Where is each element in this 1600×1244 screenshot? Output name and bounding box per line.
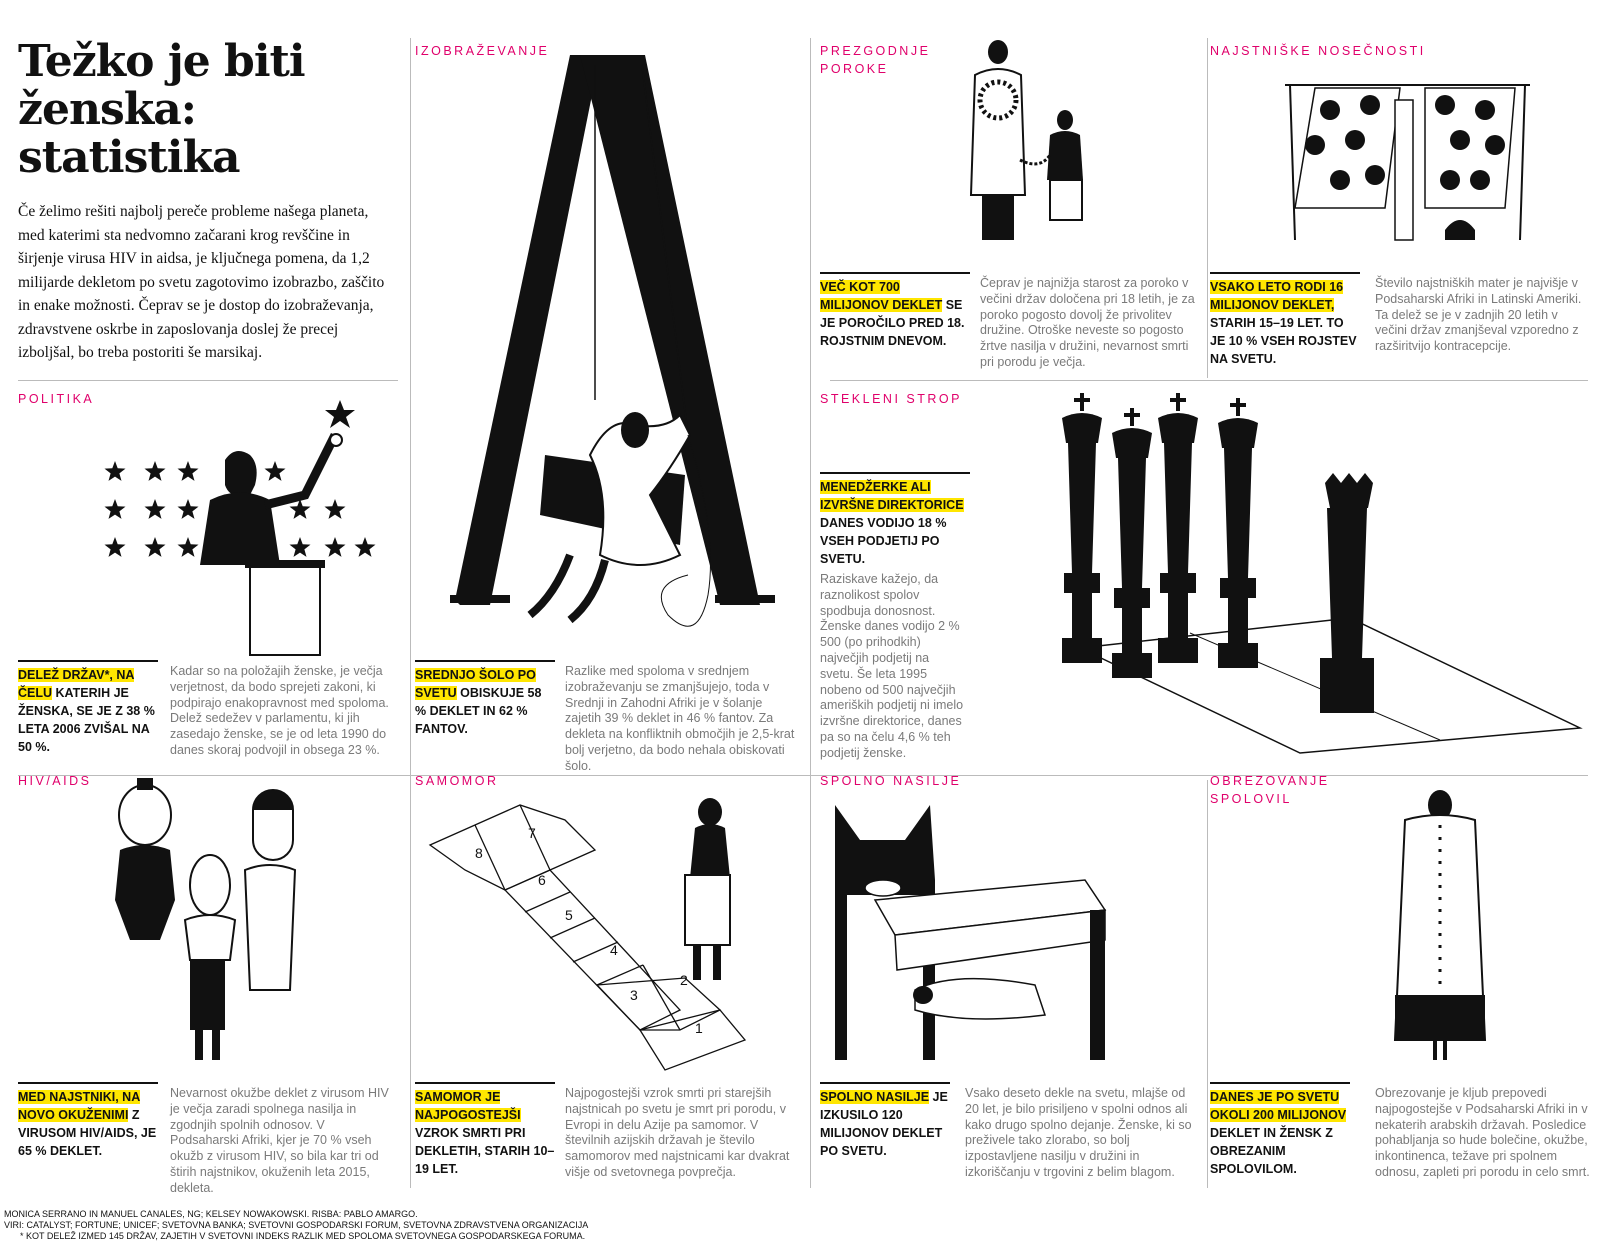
section-label-hiv: HIV/AIDS bbox=[18, 774, 92, 788]
chess-king-icon bbox=[1218, 398, 1258, 668]
divider bbox=[1207, 780, 1208, 1188]
dot bbox=[1475, 100, 1495, 120]
hopscotch-4: 4 bbox=[610, 942, 618, 958]
swing-illustration bbox=[430, 55, 800, 615]
dot bbox=[1345, 130, 1365, 150]
fact-poroke: VEČ KOT 700 MILIJONOV DEKLET SE JE POROČILO PRED 18. ROJSTNIM DNEVOM. bbox=[820, 272, 970, 350]
star-icon bbox=[145, 499, 166, 519]
section-label-strop: STEKLENI STROP bbox=[820, 392, 962, 406]
divider bbox=[810, 38, 811, 1188]
star-icon bbox=[178, 461, 199, 481]
dot bbox=[1320, 100, 1340, 120]
section-label-obrezovanje: OBREZOVANJE SPOLOVIL bbox=[1210, 774, 1330, 806]
dot bbox=[1305, 135, 1325, 155]
hopscotch-1: 1 bbox=[695, 1020, 703, 1036]
hopscotch-5: 5 bbox=[565, 907, 573, 923]
hopscotch-6: 6 bbox=[538, 872, 546, 888]
body-strop: Raziskave kažejo, da raznolikost spolov spodbuja donosnost. Ženske danes vodijo 2 % 500 (po prihodkih) največjih podjetij na svetu. Še leta 1995 nobeno od 500 največjih ameriških podjetij ni imelo izvršne direktorice, danes pa so na čelu 4,6 % teh podjetij ženske. bbox=[820, 572, 964, 760]
body-obrezovanje: Obrezovanje je kljub prepovedi najpogostejše v Podsaharski Afriki in v nekaterih arabskih državah. Posledice pohabljanja so hude bolečine, okužbe, inkontinenca, težave pri spolnem odnosu, zapleti pri porodu in celo smrt. bbox=[1375, 1086, 1590, 1179]
section-label-poroke: PREZGODNJE POROKE bbox=[820, 44, 931, 76]
star-icon bbox=[265, 461, 286, 481]
body-samomor: Najpogostejši vzrok smrti pri starejših najstnicah po svetu je smrt pri porodu, v Evropi in delu Azije pa samomor. V številnih azijskih državah je število samomorov med najstnicami kar dvakrat višje od svetovnega povprečja. bbox=[565, 1086, 790, 1179]
star-icon bbox=[105, 461, 126, 481]
star-icon bbox=[290, 537, 311, 557]
fact-nasilje: SPOLNO NASILJE JE IZKUSILO 120 MILIJONOV DEKLET PO SVETU. bbox=[820, 1082, 950, 1160]
star-icon bbox=[105, 499, 126, 519]
hopscotch-illustration bbox=[425, 800, 785, 1070]
star-icon bbox=[178, 537, 199, 557]
hopscotch-2: 2 bbox=[680, 972, 688, 988]
fact-hiv: MED NAJSTNIKI, NA NOVO OKUŽENIMI Z VIRUSOM HIV/AIDS, JE 65 % DEKLET. bbox=[18, 1082, 158, 1160]
star-icon bbox=[325, 400, 355, 428]
dot bbox=[1365, 165, 1385, 185]
section-label-nasilje: SPOLNO NASILJE bbox=[820, 774, 962, 788]
divider bbox=[1207, 38, 1208, 378]
section-label-nosecnosti: NAJSTNIŠKE NOSEČNOSTI bbox=[1210, 44, 1426, 58]
child-marriage-illustration bbox=[960, 40, 1110, 245]
fact-izobrazevanje: SREDNJO ŠOLO PO SVETU OBISKUJE 58 % DEKLET IN 62 % FANTOV. bbox=[415, 660, 555, 738]
politics-illustration bbox=[60, 400, 400, 660]
dot bbox=[1360, 95, 1380, 115]
section-label-samomor: SAMOMOR bbox=[415, 774, 499, 788]
divider bbox=[410, 38, 411, 1188]
pregnancy-illustration bbox=[1285, 80, 1545, 250]
dot bbox=[1470, 170, 1490, 190]
star-icon bbox=[355, 537, 376, 557]
hopscotch-8: 8 bbox=[475, 845, 483, 861]
divider bbox=[18, 380, 398, 381]
page-title: Težko je biti ženska: statistika bbox=[18, 36, 305, 183]
chess-illustration bbox=[1020, 388, 1580, 758]
body-nasilje: Vsako deseto dekle na svetu, mlajše od 20 let, je bilo prisiljeno v spolni odnos ali kako drugo spolno dejanje. Ženske, ki so preživele tako zlorabo, so bolj izpostavljene nasilju v družini in izkoriščanju v trgovini z belim blagom. bbox=[965, 1086, 1192, 1179]
body-hiv: Nevarnost okužbe deklet z virusom HIV je večja zaradi spolnega nasilja in zgodnjih spolnih odnosov. V Podsaharski Afriki, kjer je 70 % vseh okužb z virusom HIV, so bila kar tri od štirih najstnikov, okuženih leta 2015, dekleta. bbox=[170, 1086, 389, 1195]
dot bbox=[1450, 130, 1470, 150]
bed-illustration bbox=[835, 800, 1135, 1065]
chess-king-icon bbox=[1062, 393, 1102, 663]
chess-king-icon bbox=[1158, 393, 1198, 663]
body-izobrazevanje: Razlike med spoloma v srednjem izobraževanju se zmanjšujejo, toda v Srednji in Zahodni Afriki je v šolanje zajetih 39 % deklet in 46 % fantov. Za dekleta na konfliktnih območjih je 2,5-krat bolj verjetno, da bodo nehala obiskovati šolo. bbox=[565, 664, 795, 773]
divider bbox=[830, 380, 1588, 381]
star-icon bbox=[145, 461, 166, 481]
star-icon bbox=[178, 499, 199, 519]
fact-politika: DELEŽ DRŽAV*, NA ČELU KATERIH JE ŽENSKA, SE JE Z 38 % LETA 2006 ZVIŠAL NA 50 %. bbox=[18, 660, 158, 756]
section-label-izobrazevanje: IZOBRAŽEVANJE bbox=[415, 44, 550, 58]
fgm-illustration bbox=[1395, 790, 1485, 1070]
chess-king-icon bbox=[1112, 408, 1152, 678]
credits-line-3: * KOT DELEŽ IZMED 145 DRŽAV, ZAJETIH V SVETOVNI INDEKS RAZLIK MED SPOLOMA SVETOVNEGA GOSPODARSKEGA FORUMA. bbox=[20, 1231, 586, 1241]
star-icon bbox=[105, 537, 126, 557]
star-icon bbox=[325, 537, 346, 557]
dot bbox=[1435, 95, 1455, 115]
credits bbox=[4, 1209, 904, 1242]
star-icon bbox=[145, 537, 166, 557]
credits-line-1: MONICA SERRANO IN MANUEL CANALES, NG; KELSEY NOWAKOWSKI. RISBA: PABLO AMARGO. bbox=[4, 1209, 418, 1219]
hopscotch-3: 3 bbox=[630, 987, 638, 1003]
body-politika: Kadar so na položajih ženske, je večja verjetnost, da bodo sprejeti zakoni, ki podpirajo enakopravnost med spoloma. Delež sedežev v parlamentu, ki jih zasedajo ženske, se je od leta 1990 do danes skoraj podvojil in obsega 23 %. bbox=[170, 664, 389, 757]
section-label-politika: POLITIKA bbox=[18, 392, 95, 406]
credits-line-2: VIRI: CATALYST; FORTUNE; UNICEF; SVETOVNA BANKA; SVETOVNI GOSPODARSKI FORUM, SVETOVNA ZDRAVSTVENA ORGANIZACIJA bbox=[4, 1220, 589, 1230]
dot bbox=[1440, 170, 1460, 190]
body-poroke: Čeprav je najnižja starost za poroko v večini držav določena pri 18 letih, je za poroko pogosto dovolj že privolitev družine. Otroške neveste so pogosto žrtve nasilja v družini, nevarnost smrti pri porodu je večja. bbox=[980, 276, 1195, 369]
fact-obrezovanje: DANES JE PO SVETU OKOLI 200 MILIJONOV DEKLET IN ŽENSK Z OBREZANIM SPOLOVILOM. bbox=[1210, 1082, 1350, 1178]
hiv-illustration bbox=[105, 770, 305, 1070]
star-icon bbox=[325, 499, 346, 519]
hopscotch-7: 7 bbox=[528, 825, 536, 841]
body-nosecnosti: Število najstniških mater je najvišje v Podsaharski Afriki in Latinski Ameriki. Ta delež se je v zadnjih 20 letih v večini držav zmanjševal vzporedno z razširitvijo kontracepcije. bbox=[1375, 276, 1582, 354]
fact-strop: MENEDŽERKE ALI IZVRŠNE DIREKTORICE DANES VODIJO 18 % VSEH PODJETIJ PO SVETU. bbox=[820, 472, 970, 568]
intro-text: Če želimo rešiti najbolj pereče probleme našega planeta, med katerimi sta nedvomno začarani krog revščine in širjenje virusa HIV in aidsa, je ključnega pomena, da 1,2 milijarde dekletom po svetu zagotovimo izobrazbo, zaščito in enake možnosti. Čeprav se je dostop do izobraževanja, zdravstvene oskrbe in zaposlovanja doslej že precej izboljšal, bo treba postoriti še marsikaj. bbox=[18, 203, 385, 361]
fact-nosecnosti: VSAKO LETO RODI 16 MILIJONOV DEKLET, STARIH 15–19 LET. TO JE 10 % VSEH ROJSTEV NA SVETU. bbox=[1210, 272, 1360, 368]
dot bbox=[1330, 170, 1350, 190]
dot bbox=[1485, 135, 1505, 155]
fact-samomor: SAMOMOR JE NAJPOGOSTEJŠI VZROK SMRTI PRI DEKLETIH, STARIH 10–19 LET. bbox=[415, 1082, 555, 1178]
